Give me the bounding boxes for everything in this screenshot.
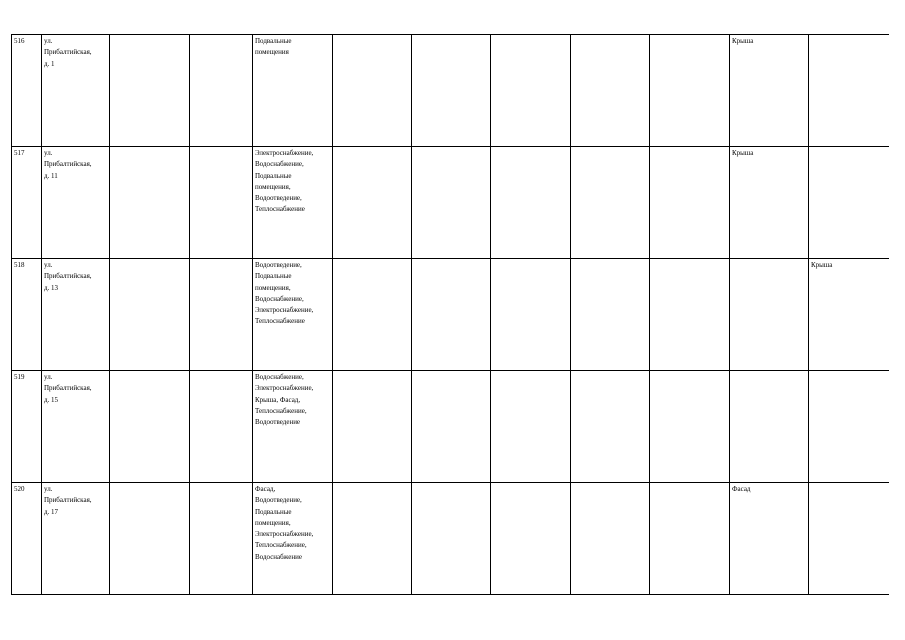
table-row [12, 259, 889, 371]
roof-cell: Крыша [730, 147, 809, 259]
empty-cell [412, 35, 491, 147]
row-number: 519 [12, 371, 42, 483]
empty-cell [110, 147, 190, 259]
works-cell: Электроснабжение, Водоснабжение, Подвальные помещения, Водоотведение, Теплоснабжение [253, 147, 333, 259]
empty-cell [190, 483, 253, 595]
works-cell: Подвальные помещения [253, 35, 333, 147]
empty-cell [412, 147, 491, 259]
works-cell: Водоснабжение, Электроснабжение, Крыша, Фасад, Теплоснабжение, Водоотведение [253, 371, 333, 483]
row-number: 517 [12, 147, 42, 259]
table-row [12, 371, 889, 483]
empty-cell [571, 371, 650, 483]
empty-cell [110, 259, 190, 371]
empty-cell [650, 259, 730, 371]
empty-cell [650, 35, 730, 147]
row-number: 518 [12, 259, 42, 371]
address-cell: ул. Прибалтийская, д. 11 [42, 147, 110, 259]
last-cell [809, 371, 889, 483]
empty-cell [491, 483, 571, 595]
empty-cell [333, 35, 412, 147]
empty-cell [412, 259, 491, 371]
table-row [12, 147, 889, 259]
roof-cell: Крыша [730, 35, 809, 147]
last-cell: Крыша [809, 259, 889, 371]
empty-cell [491, 259, 571, 371]
empty-cell [110, 371, 190, 483]
address-cell: ул. Прибалтийская, д. 13 [42, 259, 110, 371]
empty-cell [333, 371, 412, 483]
works-cell: Водоотведение, Подвальные помещения, Водоснабжение, Электроснабжение, Теплоснабжение [253, 259, 333, 371]
empty-cell [571, 35, 650, 147]
row-number: 520 [12, 483, 42, 595]
empty-cell [190, 147, 253, 259]
empty-cell [491, 147, 571, 259]
roof-cell [730, 371, 809, 483]
last-cell [809, 147, 889, 259]
empty-cell [412, 483, 491, 595]
empty-cell [333, 259, 412, 371]
housing-works-table [11, 34, 889, 595]
table-body [12, 35, 889, 595]
roof-cell: Фасад [730, 483, 809, 595]
empty-cell [190, 259, 253, 371]
roof-cell [730, 259, 809, 371]
empty-cell [110, 35, 190, 147]
empty-cell [333, 147, 412, 259]
empty-cell [650, 371, 730, 483]
empty-cell [491, 371, 571, 483]
table-row [12, 35, 889, 147]
address-cell: ул. Прибалтийская, д. 1 [42, 35, 110, 147]
address-cell: ул. Прибалтийская, д. 15 [42, 371, 110, 483]
empty-cell [190, 35, 253, 147]
empty-cell [491, 35, 571, 147]
empty-cell [190, 371, 253, 483]
empty-cell [412, 371, 491, 483]
empty-cell [571, 147, 650, 259]
empty-cell [110, 483, 190, 595]
empty-cell [650, 147, 730, 259]
empty-cell [650, 483, 730, 595]
empty-cell [571, 483, 650, 595]
last-cell [809, 35, 889, 147]
works-cell: Фасад, Водоотведение, Подвальные помещения, Электроснабжение, Теплоснабжение, Водоснабжение [253, 483, 333, 595]
empty-cell [571, 259, 650, 371]
last-cell [809, 483, 889, 595]
empty-cell [333, 483, 412, 595]
row-number: 516 [12, 35, 42, 147]
address-cell: ул. Прибалтийская, д. 17 [42, 483, 110, 595]
table-row [12, 483, 889, 595]
